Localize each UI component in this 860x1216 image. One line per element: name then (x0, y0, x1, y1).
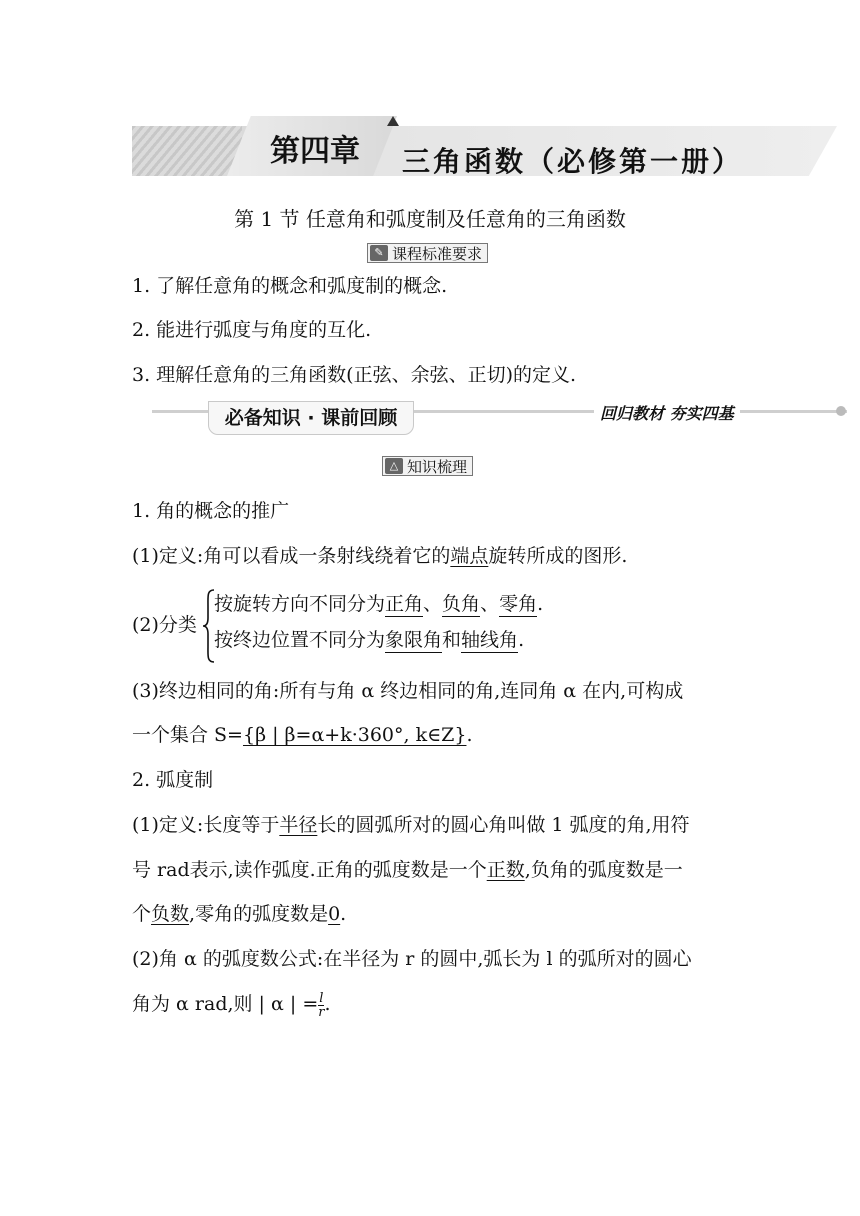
classification-line-1 (214, 590, 543, 618)
knowledge-header: 必备知识 · 课前回顾 (208, 401, 414, 435)
sec2-definition-line-1 (132, 811, 690, 839)
banner-texture (132, 126, 242, 176)
chapter-label: 第四章 (270, 134, 360, 169)
blank-answer: 正角 (385, 593, 424, 615)
text: 角为 α rad,则 | α | = (132, 993, 319, 1015)
coterminal-line-1: (3)终边相同的角:所有与角 α 终边相同的角,连同角 α 在内,可构成 (132, 680, 684, 702)
formula-line-2 (132, 990, 331, 1019)
blank-answer: 端点 (450, 545, 489, 567)
classification-label: (2)分类 (132, 614, 197, 636)
requirement-2: 2. 能进行弧度与角度的互化. (132, 319, 372, 341)
knowledge-badge-label: 知识梳理 (407, 457, 468, 476)
text: . (537, 593, 544, 615)
chapter-banner (132, 116, 842, 186)
coterminal-line-2 (132, 721, 473, 749)
blank-answer: 零角 (499, 593, 538, 615)
curriculum-badge (367, 243, 488, 263)
text: 个 (132, 903, 152, 925)
text: . (324, 993, 331, 1015)
requirement-1: 1. 了解任意角的概念和弧度制的概念. (132, 275, 448, 297)
knowledge-badge (382, 456, 473, 476)
sec2-heading: 2. 弧度制 (132, 769, 214, 791)
text: (1)定义:长度等于 (132, 814, 280, 836)
text: 和 (442, 629, 462, 651)
blank-answer: 0 (328, 903, 341, 925)
section-title: 第 1 节 任意角和弧度制及任意角的三角函数 (234, 207, 626, 231)
sec1-definition (132, 542, 627, 570)
blank-answer: {β | β=α+k·360°, k∈Z} (242, 724, 467, 746)
blank-answer: 轴线角 (461, 629, 519, 651)
requirement-3: 3. 理解任意角的三角函数(正弦、余弦、正切)的定义. (132, 364, 577, 386)
formula-line-1: (2)角 α 的弧度数公式:在半径为 r 的圆中,弧长为 l 的弧所对的圆心 (132, 948, 692, 970)
knowledge-slogan: 回归教材 夯实四基 (594, 401, 740, 424)
triangle-marker-icon (387, 116, 399, 126)
fraction-denominator: r (318, 1004, 325, 1020)
text: ,零角的弧度数是 (189, 903, 329, 925)
divider-dot (836, 406, 846, 416)
sec2-definition-line-3 (132, 900, 346, 928)
text: 旋转所成的图形. (488, 545, 628, 567)
sec2-definition-line-2 (132, 856, 683, 884)
text: 号 rad表示,读作弧度.正角的弧度数是一个 (132, 859, 487, 881)
blank-answer: 正数 (486, 859, 525, 881)
text: 按旋转方向不同分为 (214, 593, 386, 615)
text: 、 (423, 593, 443, 615)
curriculum-badge-label: 课程标准要求 (392, 244, 483, 263)
compass-icon: △ (385, 458, 403, 474)
blank-answer: 负数 (151, 903, 190, 925)
text: ,负角的弧度数是一 (524, 859, 683, 881)
text: . (340, 903, 347, 925)
text: 按终边位置不同分为 (214, 629, 386, 651)
text: 长的圆弧所对的圆心角叫做 1 弧度的角,用符 (317, 814, 690, 836)
text: 一个集合 S= (132, 724, 243, 746)
text: 、 (480, 593, 500, 615)
blank-answer: 半径 (279, 814, 318, 836)
pen-book-icon: ✎ (370, 245, 388, 261)
classification-block (132, 588, 632, 668)
sec1-heading: 1. 角的概念的推广 (132, 500, 290, 522)
text: . (466, 724, 473, 746)
fraction-numerator: l (319, 990, 324, 1006)
blank-answer: 象限角 (385, 629, 443, 651)
text: . (518, 629, 525, 651)
blank-answer: 负角 (442, 593, 481, 615)
classification-line-2 (214, 626, 524, 654)
text: (1)定义:角可以看成一条射线绕着它的 (132, 545, 451, 567)
chapter-title: 三角函数（必修第一册） (402, 145, 744, 178)
